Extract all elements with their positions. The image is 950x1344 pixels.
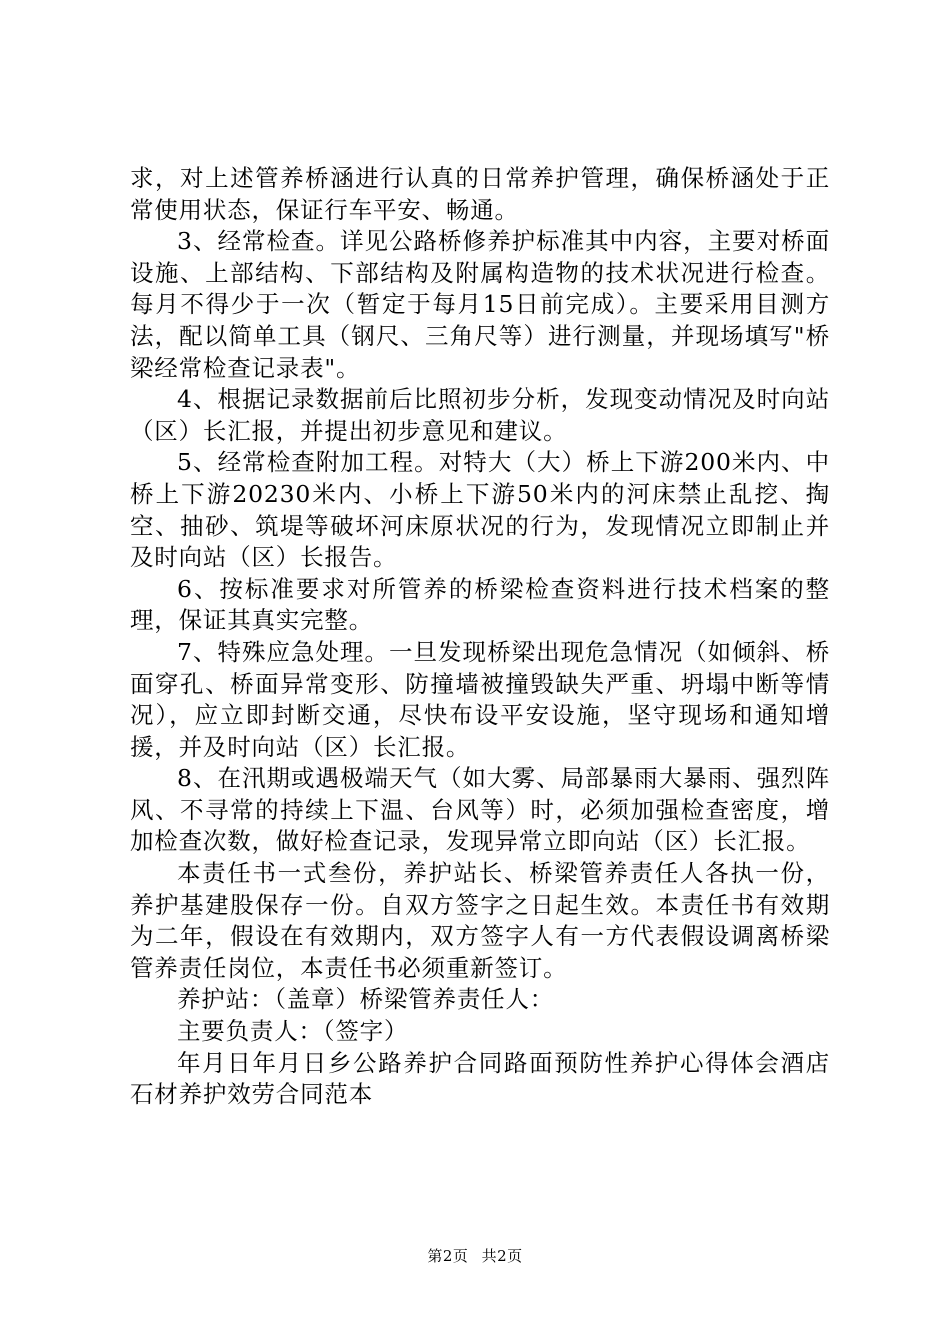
paragraph-item-3: 3、经常检查。详见公路桥修养护标准其中内容，主要对桥面设施、上部结构、下部结构及附属构造物的技术状况进行检查。每月不得少于一次（暂定于每月15日前完成）。主要采用目测方法，配以简单工具（钢尺、三角尺等）进行测量，并现场填写"桥梁经常检查记录表"。 [130, 227, 830, 382]
paragraph-item-7: 7、特殊应急处理。一旦发现桥梁出现危急情况（如倾斜、桥面穿孔、桥面异常变形、防撞墙被撞毁缺失严重、坍塌中断等情况），应立即封断交通，尽快布设平安设施，坚守现场和通知增援，并及时向站（区）长汇报。 [130, 637, 830, 761]
page-footer [0, 1246, 950, 1266]
paragraph-date-related: 年月日年月日乡公路养护合同路面预防性养护心得体会酒店石材养护效劳合同范本 [130, 1048, 830, 1109]
signature-line-station: 养护站：（盖章）桥梁管养责任人： [177, 985, 555, 1014]
paragraph-item-6: 6、按标准要求对所管养的桥梁检查资料进行技术档案的整理，保证其真实完整。 [130, 574, 830, 635]
paragraph-item-5: 5、经常检查附加工程。对特大（大）桥上下游200米内、中桥上下游20230米内、小桥上下游50米内的河床禁止乱挖、掏空、抽砂、筑堤等破坏河床原状况的行为，发现情况立即制止并及时向站（区）长报告。 [130, 448, 830, 572]
page-total: 共2页 [481, 1247, 523, 1265]
document-body [130, 163, 830, 1111]
paragraph-item-4: 4、根据记录数据前后比照初步分析，发现变动情况及时向站（区）长汇报，并提出初步意见和建议。 [130, 385, 830, 445]
signature-line-leader: 主要负责人：（签字） [177, 1017, 409, 1046]
paragraph-validity: 本责任书一式叁份，养护站长、桥梁管养责任人各执一份，养护基建股保存一份。自双方签字之日起生效。本责任书有效期为二年，假设在有效期内，双方签字人有一方代表假设调离桥梁管养责任岗位，本责任书必须重新签订。 [130, 859, 830, 982]
page-number: 第2页 [427, 1247, 469, 1265]
paragraph-continuation: 求，对上述管养桥涵进行认真的日常养护管理，确保桥涵处于正常使用状态，保证行车平安、畅通。 [130, 164, 830, 224]
paragraph-item-8: 8、在汛期或遇极端天气（如大雾、局部暴雨大暴雨、强烈阵风、不寻常的持续上下温、台风等）时，必须加强检查密度，增加检查次数，做好检查记录，发现异常立即向站（区）长汇报。 [130, 764, 830, 856]
